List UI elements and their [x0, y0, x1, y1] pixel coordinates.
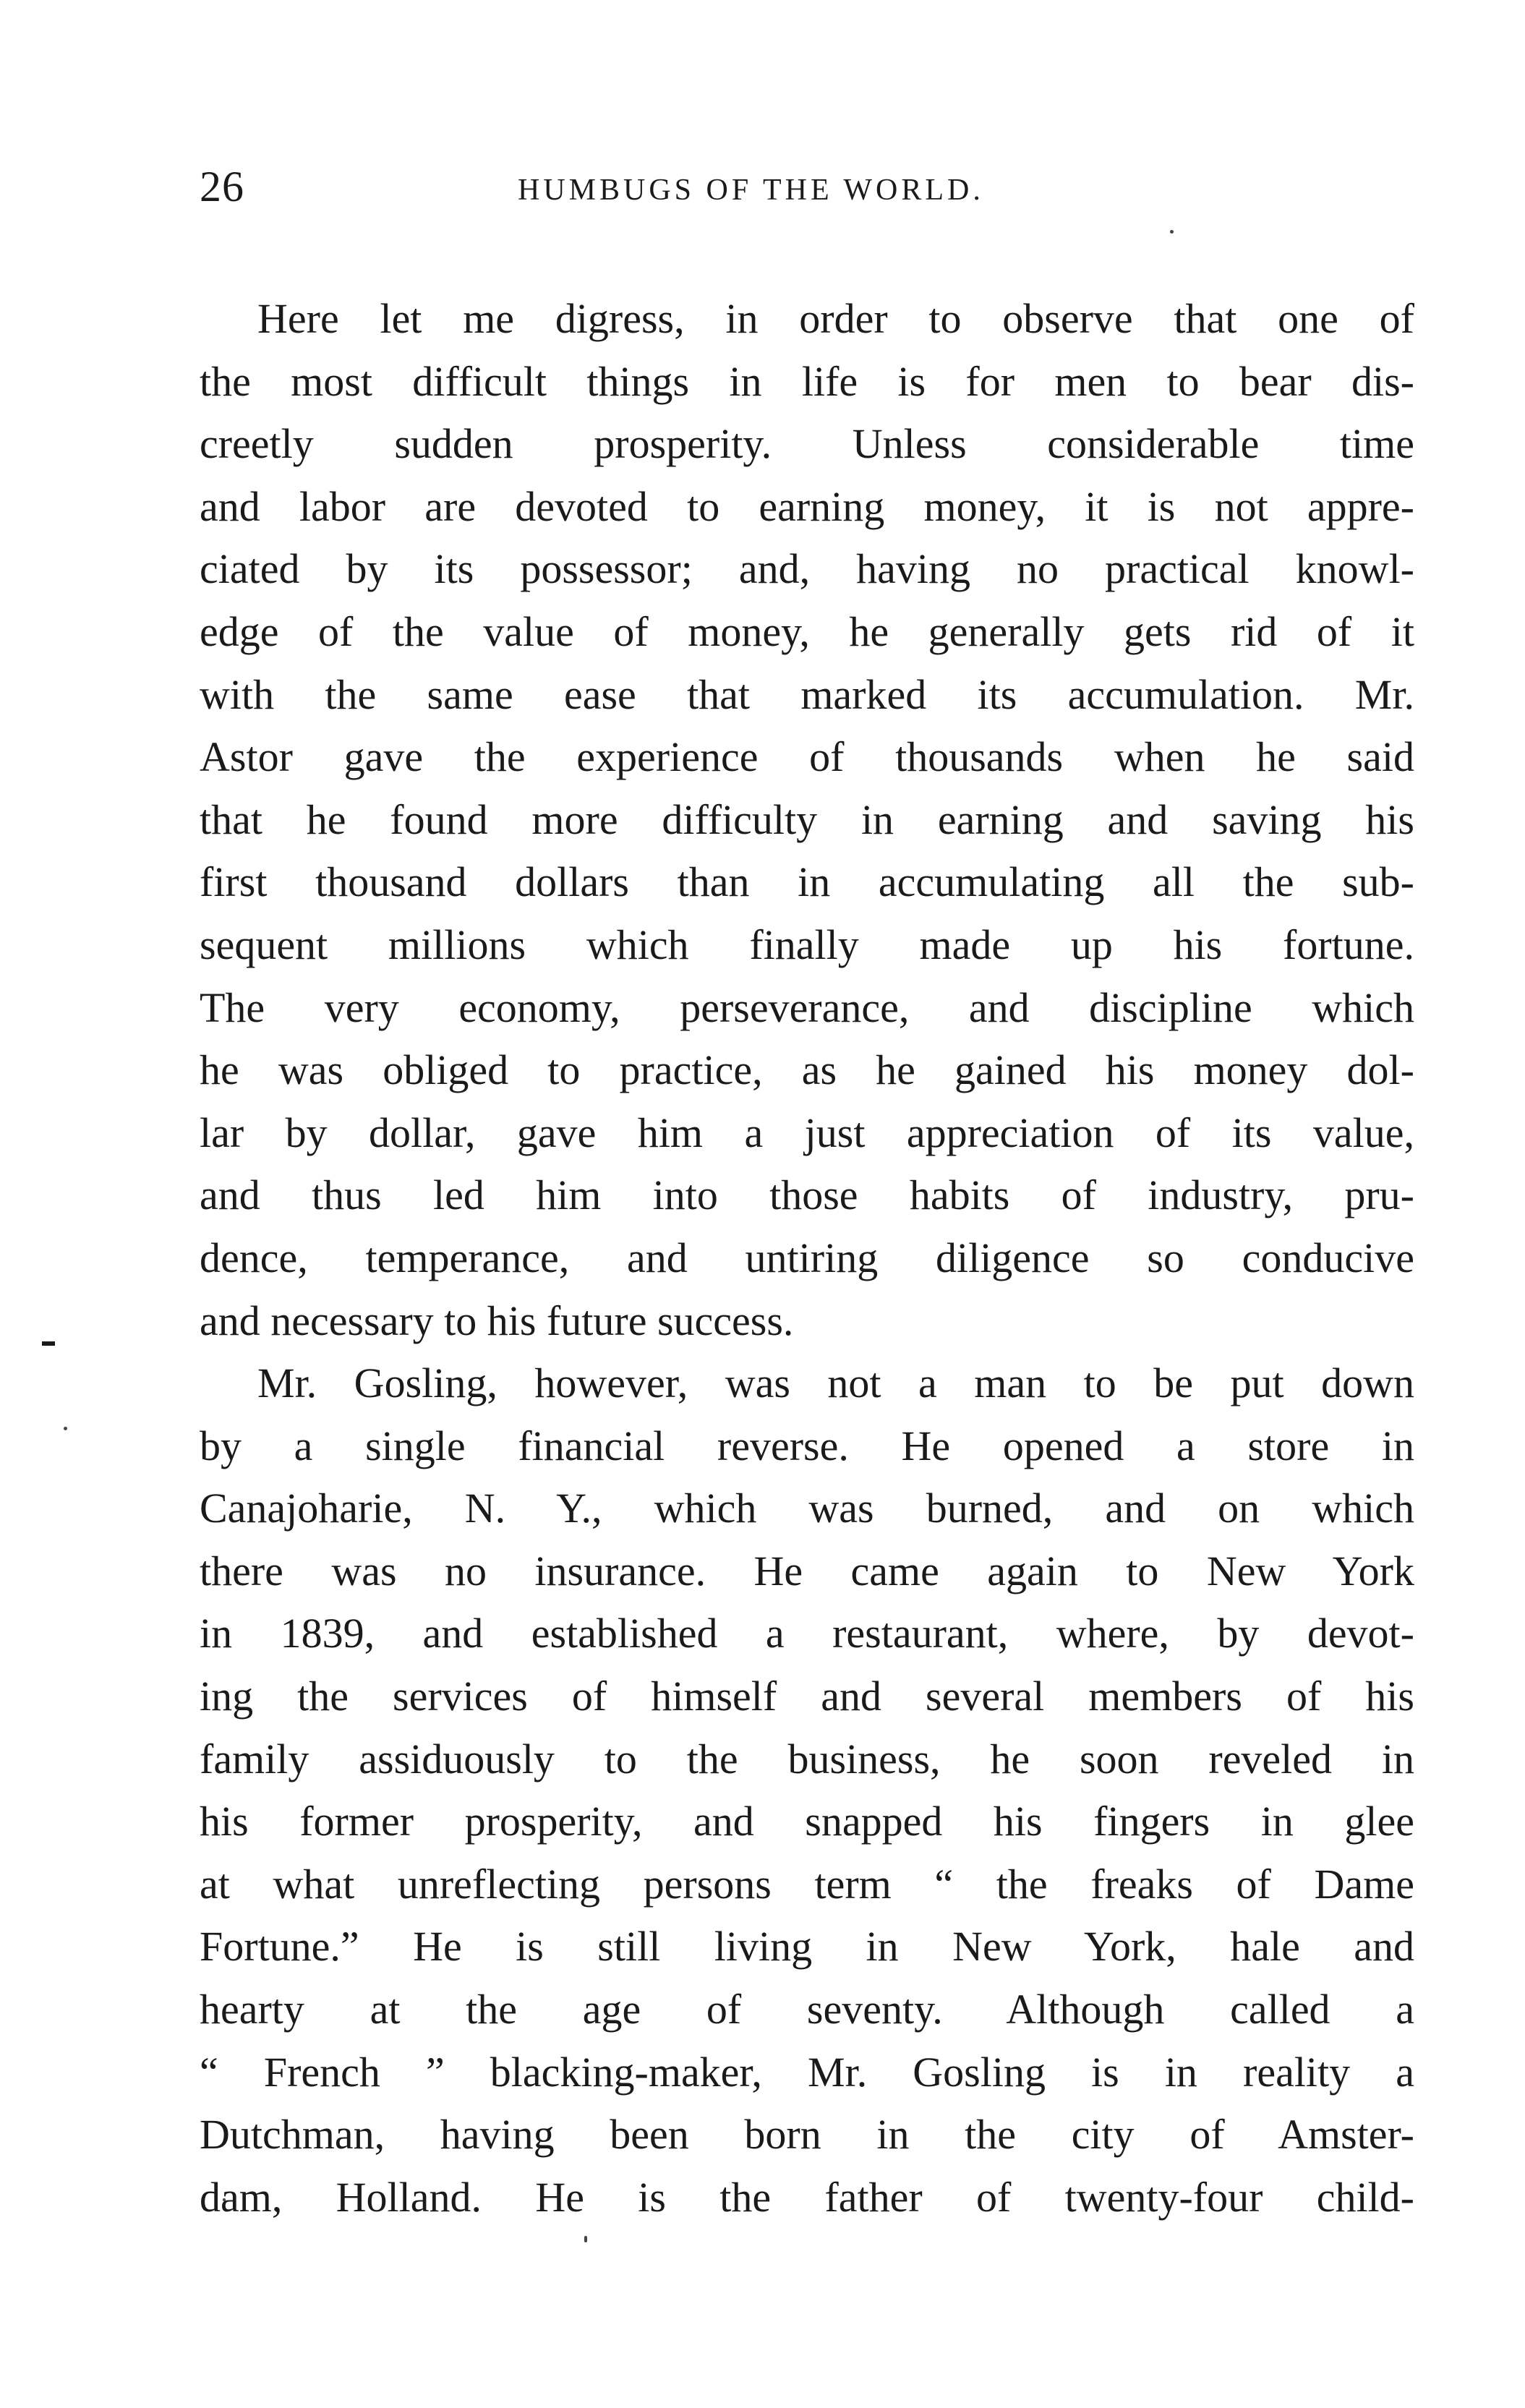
- text-line: Dutchman, having been born in the city of Amster-: [200, 2111, 1414, 2159]
- text-line: Canajoharie, N. Y., which was burned, and on which: [200, 1485, 1414, 1532]
- text-line: sequent millions which finally made up his fortune.: [200, 921, 1414, 968]
- text-line: in 1839, and established a restaurant, where, by devot-: [200, 1610, 1414, 1657]
- page-header: [200, 158, 1414, 215]
- ink-speck: [64, 1427, 67, 1430]
- text-line: lar by dollar, gave him a just appreciation of its value,: [200, 1109, 1414, 1156]
- text-line: The very economy, perseverance, and discipline which: [200, 983, 1414, 1031]
- text-line: his former prosperity, and snapped his fingers in glee: [200, 1798, 1414, 1845]
- text-line: there was no insurance. He came again to New York: [200, 1547, 1414, 1594]
- text-line: ciated by its possessor; and, having no practical knowl-: [200, 545, 1414, 593]
- text-line: Astor gave the experience of thousands when he said: [200, 733, 1414, 781]
- text-line: Mr. Gosling, however, was not a man to be put down: [257, 1359, 1414, 1407]
- text-line: edge of the value of money, he generally gets rid of it: [200, 607, 1414, 655]
- text-line: and thus led him into those habits of industry, pru-: [200, 1171, 1414, 1219]
- text-line: creetly sudden prosperity. Unless considerable time: [200, 420, 1414, 468]
- ink-speck: [584, 2236, 587, 2242]
- text-line: first thousand dollars than in accumulating all the sub-: [200, 858, 1414, 906]
- text-line: by a single financial reverse. He opened a store in: [200, 1422, 1414, 1469]
- text-line: Here let me digress, in order to observe that one of: [257, 295, 1414, 342]
- running-head: HUMBUGS OF THE WORLD.: [518, 174, 984, 207]
- text-line: family assiduously to the business, he soon reveled in: [200, 1735, 1414, 1782]
- text-line: with the same ease that marked its accumulation. Mr.: [200, 670, 1414, 718]
- text-line: dence, temperance, and untiring diligence so conducive: [200, 1234, 1414, 1281]
- margin-mark: [42, 1341, 55, 1346]
- page-number: 26: [200, 163, 244, 210]
- body-text: [200, 288, 1414, 2229]
- text-line: he was obliged to practice, as he gained his money dol-: [200, 1046, 1414, 1094]
- text-line: at what unreflecting persons term “ the freaks of Dame: [200, 1860, 1414, 1908]
- text-line: and labor are devoted to earning money, it is not appre-: [200, 482, 1414, 530]
- text-line: ing the services of himself and several members of his: [200, 1673, 1414, 1720]
- text-line: the most difficult things in life is for men to bear dis-: [200, 357, 1414, 405]
- text-line: and necessary to his future success.: [200, 1297, 794, 1344]
- text-line: Fortune.” He is still living in New York, hale and: [200, 1923, 1414, 1971]
- text-line: dam, Holland. He is the father of twenty-four child-: [200, 2173, 1414, 2221]
- text-line: “ French ” blacking-maker, Mr. Gosling is in reality a: [200, 2048, 1414, 2096]
- ink-speck: [1170, 230, 1174, 234]
- text-line: that he found more difficulty in earning and saving his: [200, 795, 1414, 843]
- text-line: hearty at the age of seventy. Although called a: [200, 1986, 1414, 2033]
